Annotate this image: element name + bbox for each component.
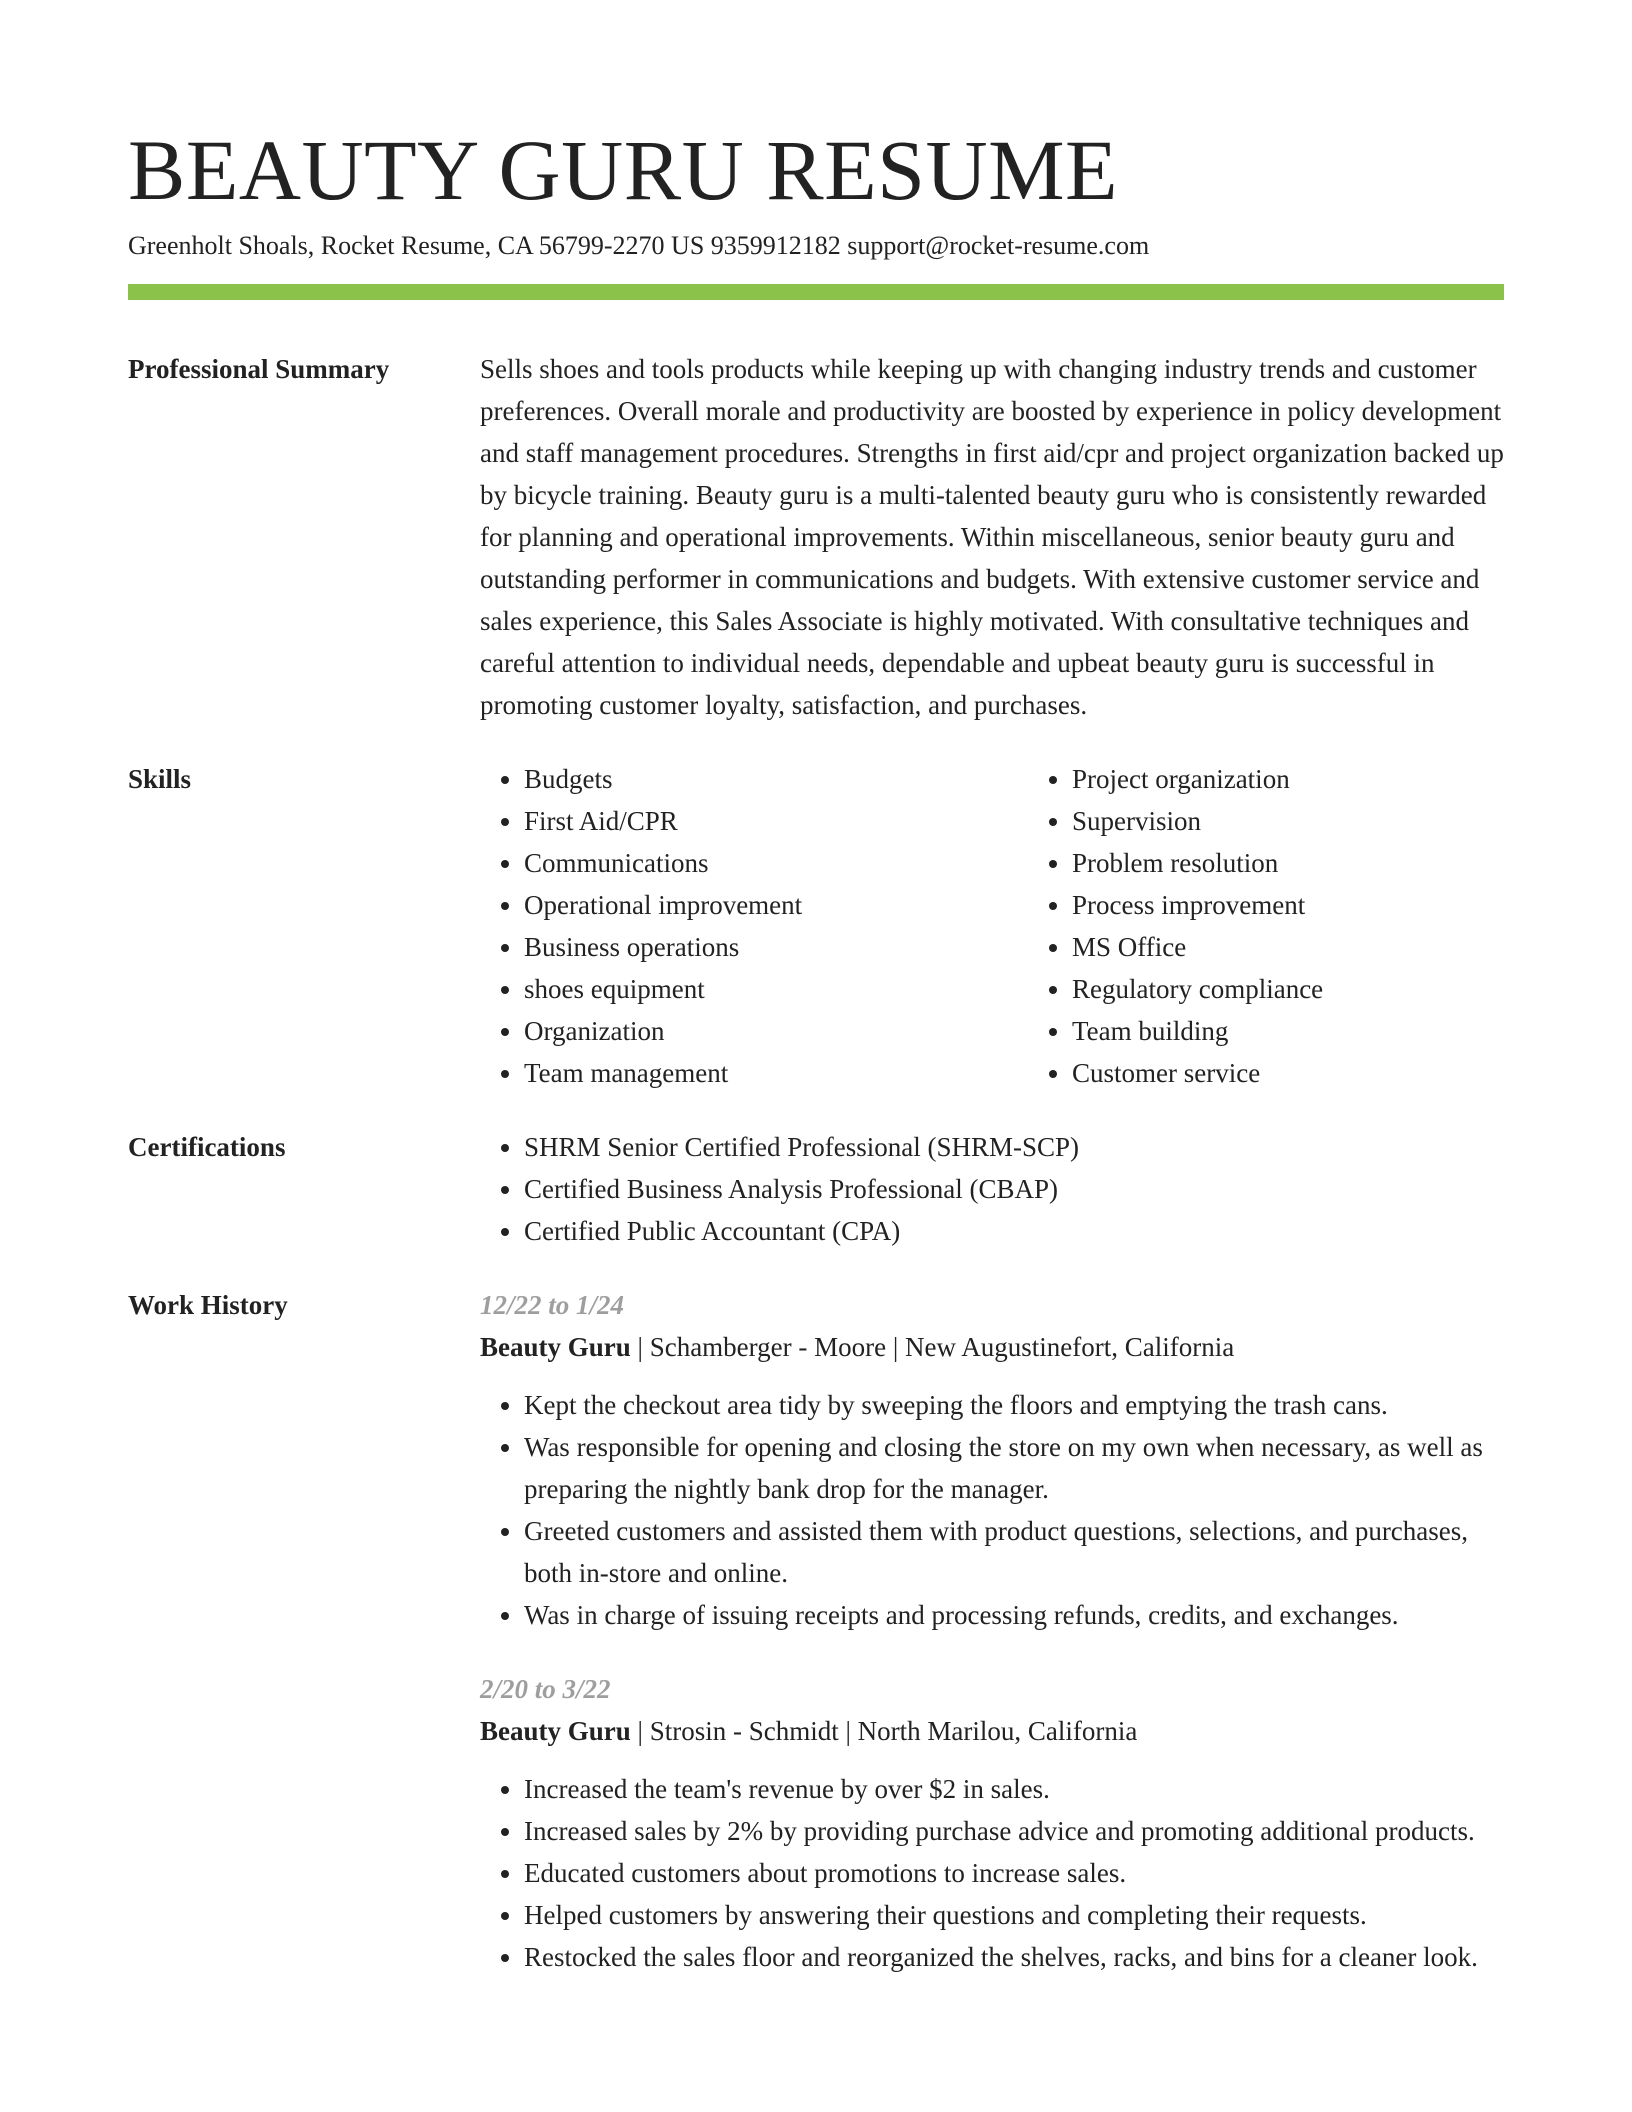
job-bullet: • Helped customers by answering their questions and completing their requests.: [524, 1894, 1504, 1936]
skill-item: • Regulatory compliance: [1072, 968, 1576, 1010]
job-bullets: [480, 1768, 1504, 1978]
summary-section: [128, 348, 1504, 726]
job-company: Strosin - Schmidt: [649, 1716, 839, 1746]
skills-section: [128, 758, 1504, 1094]
job-heading: [480, 1710, 1504, 1752]
work-history-section: [128, 1284, 1504, 1978]
job-heading: [480, 1326, 1504, 1368]
certifications-body: [480, 1126, 1504, 1252]
job-bullet: • Educated customers about promotions to increase sales.: [524, 1852, 1504, 1894]
accent-divider: [128, 284, 1504, 300]
job-separator: |: [630, 1332, 650, 1362]
job-bullet: • Was in charge of issuing receipts and processing refunds, credits, and exchanges.: [524, 1594, 1504, 1636]
skill-item: • Problem resolution: [1072, 842, 1576, 884]
skills-list-left: [480, 758, 1028, 1094]
certification-item: • Certified Business Analysis Professional (CBAP): [524, 1168, 1504, 1210]
summary-body: [480, 348, 1504, 726]
skill-item: • Process improvement: [1072, 884, 1576, 926]
skill-item: • Team management: [524, 1052, 1028, 1094]
skill-item: • Operational improvement: [524, 884, 1028, 926]
skills-list-right: [1028, 758, 1576, 1094]
skill-item: • Supervision: [1072, 800, 1576, 842]
work-history-body: [480, 1284, 1504, 1978]
summary-label: Professional Summary: [128, 354, 390, 384]
job-location: New Augustinefort, California: [905, 1332, 1235, 1362]
certifications-label: Certifications: [128, 1132, 286, 1162]
resume-title: BEAUTY GURU RESUME: [128, 122, 1119, 218]
summary-text: Sells shoes and tools products while keeping up with changing industry trends and customer preferences. Overall morale and productivity are boosted by experience in policy development and staff management procedures. Strengths in first aid/cpr and project organization backed up by bicycle training. Beauty guru is a multi-talented beauty guru who is consistently rewarded for planning and operational improvements. Within miscellaneous, senior beauty guru and outstanding performer in communications and budgets. With extensive customer service and sales experience, this Sales Associate is highly motivated. With consultative techniques and careful attention to individual needs, dependable and upbeat beauty guru is successful in promoting customer loyalty, satisfaction, and purchases.: [480, 354, 1504, 720]
skills-body: [480, 758, 1576, 1094]
certifications-section: [128, 1126, 1504, 1252]
certifications-list: [480, 1126, 1504, 1252]
job-dates: 2/20 to 3/22: [480, 1674, 611, 1704]
job-entry: [480, 1668, 1504, 1978]
job-bullet: • Increased the team's revenue by over $2 in sales.: [524, 1768, 1504, 1810]
job-separator: |: [886, 1332, 906, 1362]
job-bullet: • Greeted customers and assisted them with product questions, selections, and purchases, both in-store and online.: [524, 1510, 1504, 1594]
skill-item: • shoes equipment: [524, 968, 1028, 1010]
skill-item: • Budgets: [524, 758, 1028, 800]
job-entry: [480, 1284, 1504, 1636]
job-location: North Marilou, California: [857, 1716, 1138, 1746]
skills-label: Skills: [128, 764, 192, 794]
job-bullet: • Was responsible for opening and closing the store on my own when necessary, as well as preparing the nightly bank drop for the manager.: [524, 1426, 1504, 1510]
job-bullet: • Restocked the sales floor and reorganized the shelves, racks, and bins for a cleaner look.: [524, 1936, 1504, 1978]
job-bullet: • Kept the checkout area tidy by sweeping the floors and emptying the trash cans.: [524, 1384, 1504, 1426]
skill-item: • Team building: [1072, 1010, 1576, 1052]
certification-item: • Certified Public Accountant (CPA): [524, 1210, 1504, 1252]
skill-item: • Project organization: [1072, 758, 1576, 800]
work-history-label: Work History: [128, 1290, 288, 1320]
job-dates: 12/22 to 1/24: [480, 1290, 625, 1320]
job-company: Schamberger - Moore: [649, 1332, 887, 1362]
job-bullet: • Increased sales by 2% by providing purchase advice and promoting additional products.: [524, 1810, 1504, 1852]
skill-item: • Communications: [524, 842, 1028, 884]
skill-item: • Business operations: [524, 926, 1028, 968]
skill-item: • Organization: [524, 1010, 1028, 1052]
resume-page: [128, 120, 1504, 1978]
skill-item: • First Aid/CPR: [524, 800, 1028, 842]
job-title: Beauty Guru: [480, 1332, 631, 1362]
contact-info: Greenholt Shoals, Rocket Resume, CA 56799-2270 US 9359912182 support@rocket-resume.com: [128, 231, 1150, 260]
job-title: Beauty Guru: [480, 1716, 631, 1746]
job-separator: |: [838, 1716, 858, 1746]
job-bullets: [480, 1384, 1504, 1636]
skill-item: • MS Office: [1072, 926, 1576, 968]
job-separator: |: [630, 1716, 650, 1746]
skill-item: • Customer service: [1072, 1052, 1576, 1094]
certification-item: • SHRM Senior Certified Professional (SHRM-SCP): [524, 1126, 1504, 1168]
